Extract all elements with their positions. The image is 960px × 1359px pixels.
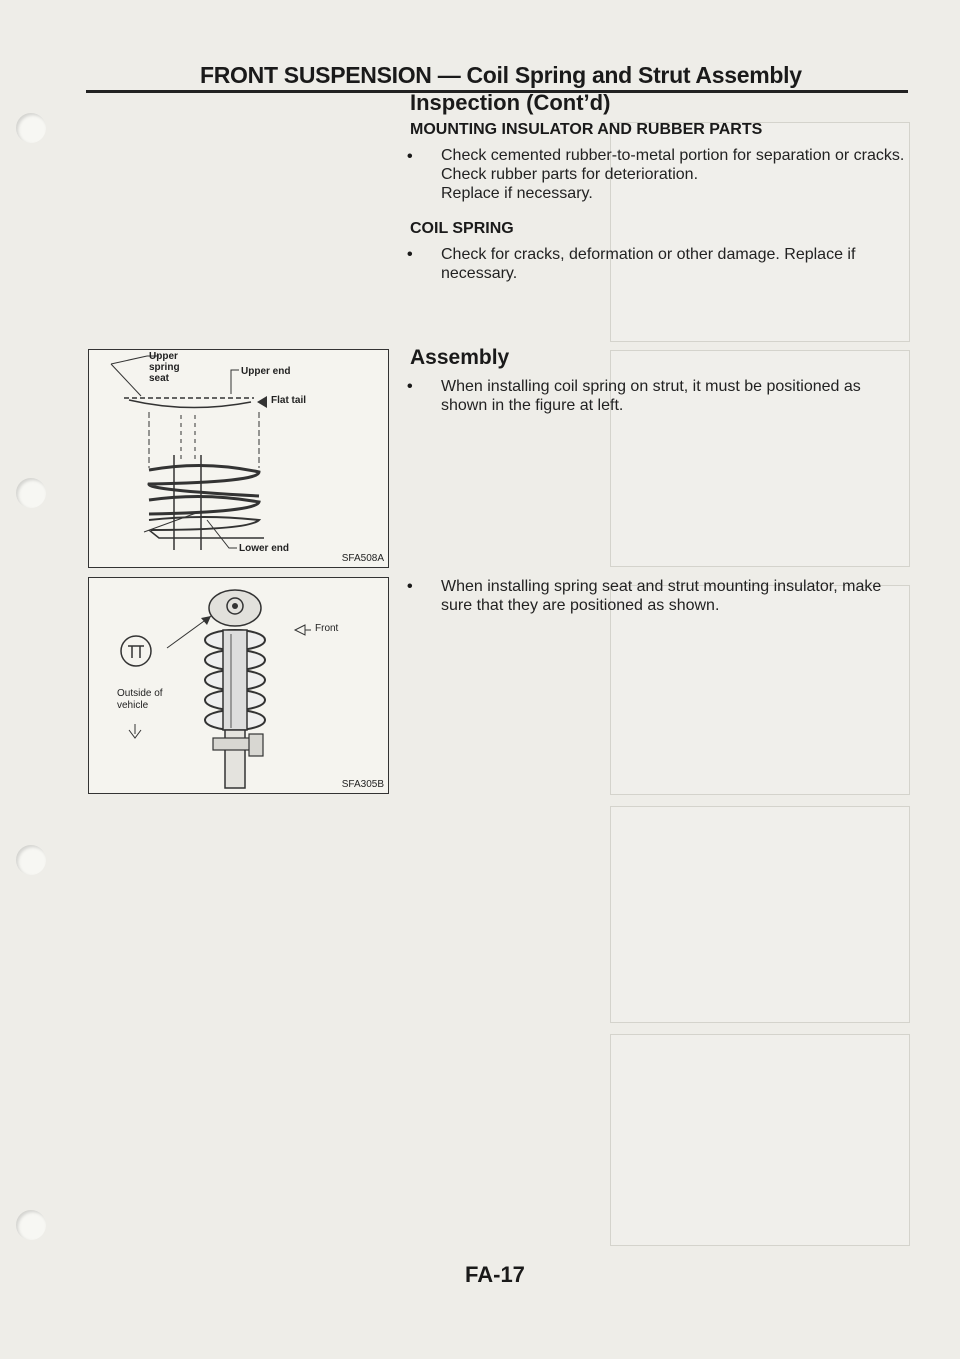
binder-hole — [16, 113, 46, 143]
assembly-heading: Assembly — [410, 346, 510, 369]
page-number: FA-17 — [465, 1262, 525, 1287]
bullet-dot: • — [407, 148, 413, 165]
binder-hole — [16, 845, 46, 875]
bleed-through-figure — [610, 585, 910, 795]
label-upper-spring-seat: Upper spring seat — [149, 351, 180, 384]
bleed-through-figure — [610, 1034, 910, 1246]
bullet-dot: • — [407, 246, 413, 263]
mounting-bullet-text-2: Replace if necessary. — [441, 185, 593, 202]
coil-spring-figure — [88, 349, 389, 568]
binder-hole — [16, 1210, 46, 1240]
bullet-dot: • — [407, 378, 413, 395]
label-flat-tail: Flat tail — [271, 395, 307, 406]
strut-assembly-figure — [88, 577, 389, 794]
label-upper-end: Upper end — [241, 366, 291, 377]
assembly-bullet-1: When installing coil spring on strut, it must be positioned as shown in the figure at left. — [441, 378, 861, 414]
section-title: Inspection (Cont’d) — [410, 90, 611, 115]
coil-spring-text: Check for cracks, deformation or other damage. Replace if necessary. — [441, 246, 856, 282]
label-outside-of-vehicle: Outside of vehicle — [117, 688, 163, 711]
mounting-text — [441, 146, 907, 203]
label-front: Front — [315, 623, 339, 634]
label-lower-end: Lower end — [239, 543, 290, 554]
assembly-bullet-2: When installing spring seat and strut mounting insulator, make sure that they are positioned as shown. — [441, 578, 882, 614]
bullet-dot: • — [407, 578, 413, 595]
mounting-bullet-text: Check cemented rubber-to-metal portion for separation or cracks. Check rubber parts for deterioration. — [441, 147, 905, 183]
figure-code: SFA305B — [341, 779, 384, 790]
coil-spring-heading: COIL SPRING — [410, 220, 514, 237]
coil-spring-diagram — [89, 350, 388, 567]
strut-assembly-diagram — [89, 578, 388, 793]
page-header-title: FRONT SUSPENSION — Coil Spring and Strut Assembly — [200, 62, 802, 88]
bleed-through-figure — [610, 806, 910, 1023]
binder-hole — [16, 478, 46, 508]
figure-code: SFA508A — [341, 553, 384, 564]
mounting-heading: MOUNTING INSULATOR AND RUBBER PARTS — [410, 121, 763, 138]
